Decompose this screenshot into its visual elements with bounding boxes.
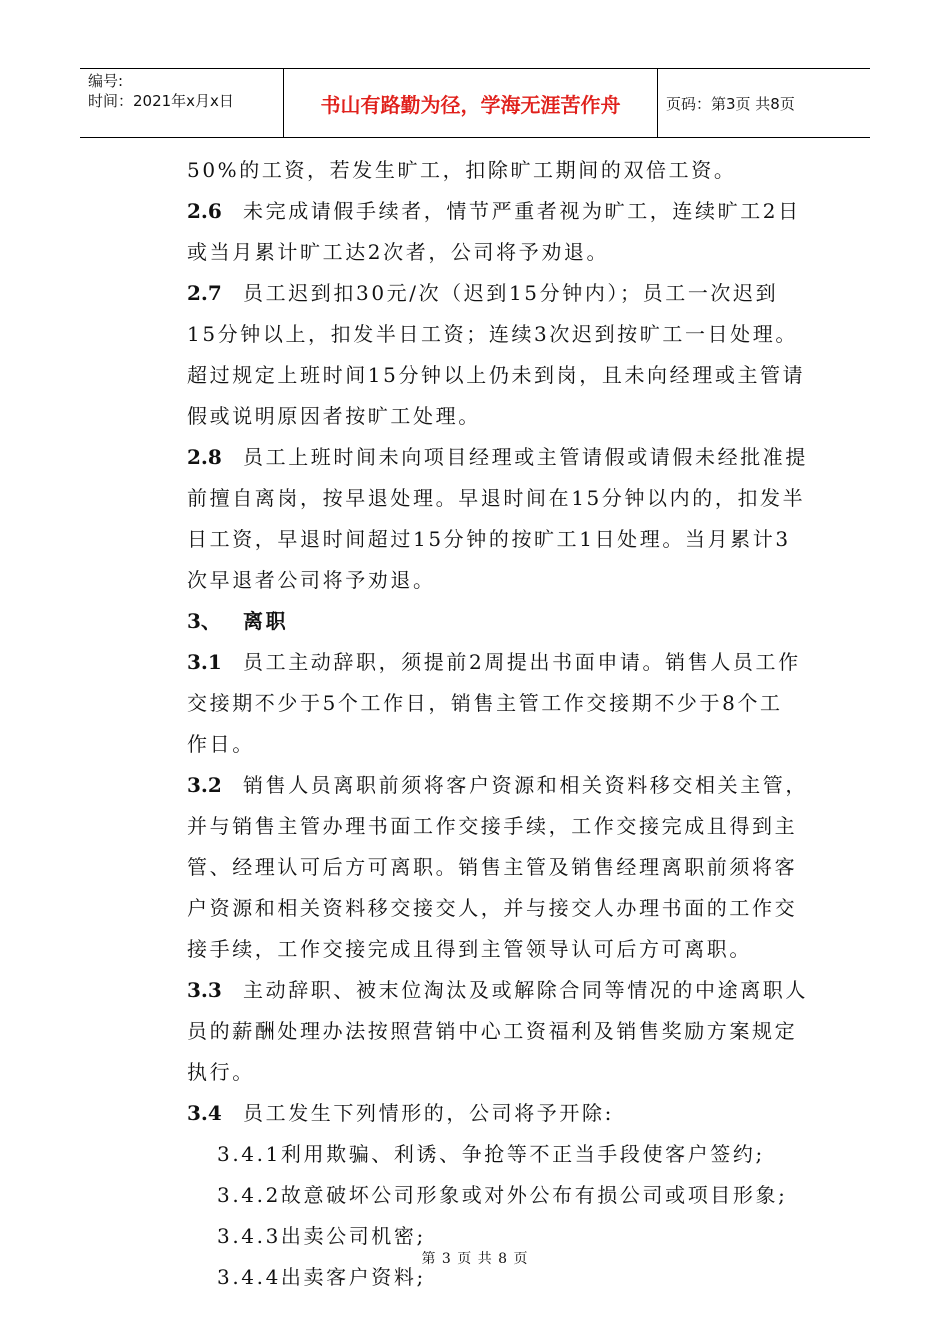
body-line: 次早退者公司将予劝退。 [187, 568, 436, 592]
body-line: 3.4 员工发生下列情形的，公司将予开除: [187, 1093, 807, 1134]
sub-clause: 3.4.3出卖公司机密; [217, 1224, 426, 1248]
header-page [658, 69, 870, 137]
document-header [80, 68, 870, 138]
clause-number: 2.6 [187, 199, 222, 223]
body-line: 接手续，工作交接完成且得到主管领导认可后方可离职。 [187, 937, 752, 961]
clause-number: 2.7 [187, 281, 222, 305]
body-line: 假或说明原因者按旷工处理。 [187, 404, 481, 428]
body-line: 交接期不少于5个工作日，销售主管工作交接期不少于8个工 [187, 691, 783, 715]
body-line: 15分钟以上，扣发半日工资；连续3次迟到按旷工一日处理。 [187, 322, 798, 346]
body-line: 3.2 销售人员离职前须将客户资源和相关资料移交相关主管， [187, 765, 807, 806]
body-line: 前擅自离岗，按早退处理。早退时间在15分钟以内的，扣发半 [187, 486, 806, 510]
motto-text: 书山有路勤为径，学海无涯苦作舟 [320, 92, 621, 117]
body-line: 作日。 [187, 732, 255, 756]
number-label: 编号: [88, 72, 124, 90]
body-line: 3.3 主动辞职、被末位淘汰及或解除合同等情况的中途离职人 [187, 970, 807, 1011]
body-line: 3.1 员工主动辞职，须提前2周提出书面申请。销售人员工作 [187, 642, 807, 683]
clause-number: 3.4 [187, 1101, 222, 1125]
document-body [187, 150, 807, 1298]
body-line: 50%的工资，若发生旷工，扣除旷工期间的双倍工资。 [187, 158, 737, 182]
body-line: 2.6 未完成请假手续者，情节严重者视为旷工，连续旷工2日 [187, 191, 807, 232]
body-line: 执行。 [187, 1060, 255, 1084]
body-line: 2.7 员工迟到扣30元/次（迟到15分钟内）；员工一次迟到 [187, 273, 807, 314]
section-heading: 3、 离职 [187, 601, 807, 642]
clause-number: 3.3 [187, 978, 222, 1002]
clause-number: 2.8 [187, 445, 222, 469]
body-line: 员的薪酬处理办法按照营销中心工资福利及销售奖励方案规定 [187, 1019, 798, 1043]
sub-clause: 3.4.2故意破坏公司形象或对外公布有损公司或项目形象; [217, 1183, 788, 1207]
page-label: 页码：第3页 共8页 [666, 94, 795, 113]
page-footer: 第 3 页 共 8 页 [421, 1251, 529, 1267]
body-line: 或当月累计旷工达2次者，公司将予劝退。 [187, 240, 610, 264]
sub-clause: 3.4.1利用欺骗、利诱、争抢等不正当手段使客户签约; [217, 1142, 765, 1166]
clause-number: 3.2 [187, 773, 222, 797]
body-line: 2.8 员工上班时间未向项目经理或主管请假或请假未经批准提 [187, 437, 807, 478]
time-label: 时间：2021年x月x日 [88, 92, 234, 110]
body-line: 管、经理认可后方可离职。销售主管及销售经理离职前须将客 [187, 855, 798, 879]
body-line: 户资源和相关资料移交接交人，并与接交人办理书面的工作交 [187, 896, 798, 920]
body-line: 超过规定上班时间15分钟以上仍未到岗，且未向经理或主管请 [187, 363, 806, 387]
sub-clause: 3.4.4出卖客户资料; [217, 1265, 426, 1289]
clause-number: 3.1 [187, 650, 222, 674]
header-meta [80, 69, 283, 137]
body-line: 并与销售主管办理书面工作交接手续，工作交接完成且得到主 [187, 814, 798, 838]
section-number: 3、 [187, 609, 221, 633]
body-line: 日工资，早退时间超过15分钟的按旷工1日处理。当月累计3 [187, 527, 791, 551]
header-motto [283, 69, 658, 137]
